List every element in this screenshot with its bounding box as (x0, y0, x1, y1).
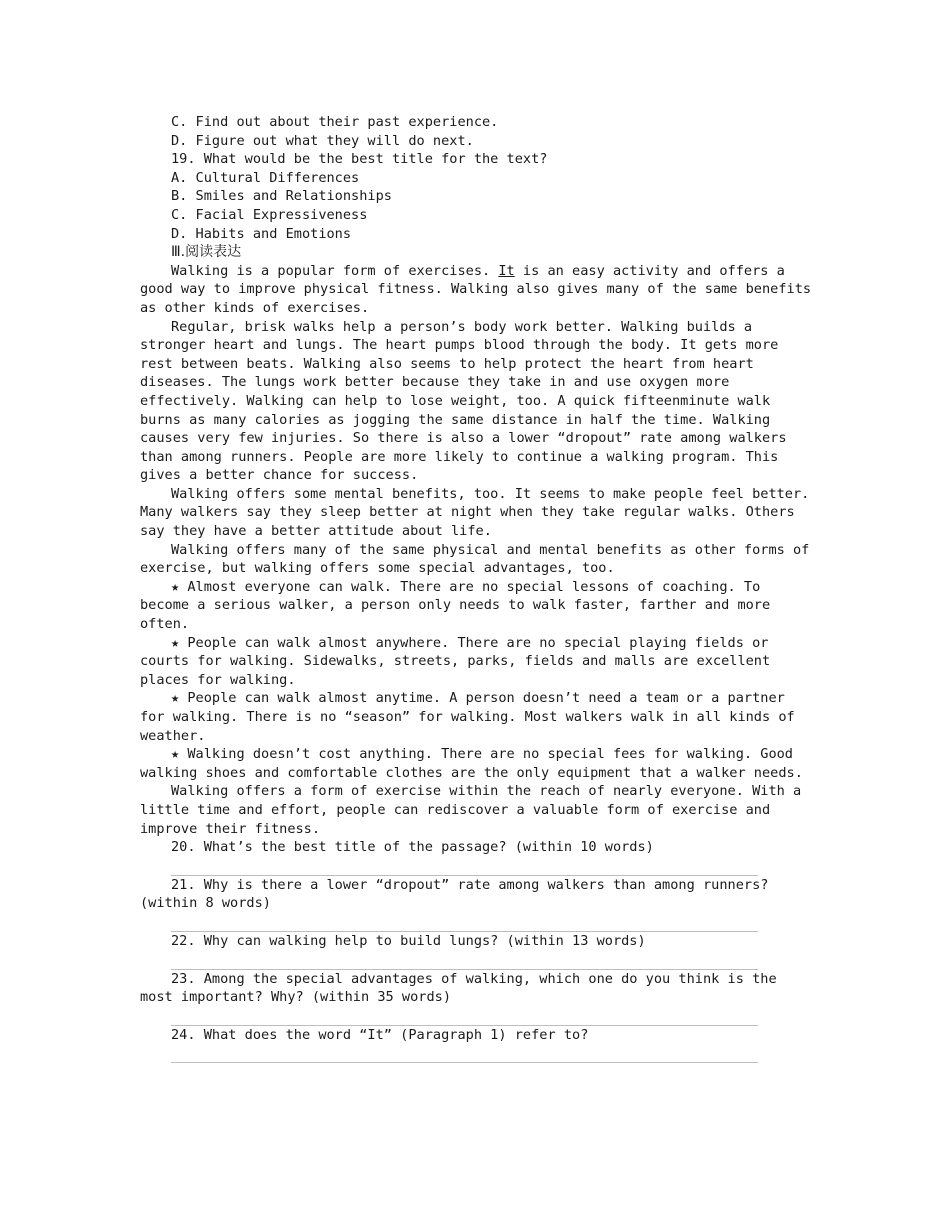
q19-option-d: D. Habits and Emotions (171, 225, 352, 242)
answer-line-22[interactable] (171, 951, 758, 970)
passage-paragraph-5: ★ Almost everyone can walk. There are no special lessons of coaching. To become a serious walker, a person only needs to walk faster, farther and more often. (140, 578, 771, 633)
question-21: 21. Why is there a lower “dropout” rate among walkers than among runners?(within 8 words) (140, 876, 769, 912)
passage-paragraph-1 (140, 262, 812, 318)
passage-paragraph-6: ★ People can walk almost anywhere. There are no special playing fields or courts for walking. Sidewalks, streets, parks, fields and malls are excellent places for walking. (140, 634, 771, 688)
section-title: Ⅲ.阅读表达 (171, 244, 242, 261)
passage-paragraph-3: Walking offers some mental benefits, too. It seems to make people feel better. Many walkers say they sleep better at night when they take regular walks. Others say they have a better attitude about life. (140, 485, 810, 540)
passage-paragraph-4: Walking offers many of the same physical and mental benefits as other forms of exercise, but walking offers some special advantages, too. (140, 541, 810, 577)
p1-text-after: is an easy activity and offers a good way to improve physical fitness. Walking also gives many of the same benefits as other kinds of exercises. (140, 262, 812, 316)
option-d-prev: D. Figure out what they will do next. (171, 132, 474, 149)
question-22: 22. Why can walking help to build lungs? (within 13 words) (171, 932, 646, 949)
p1-text-before: Walking is a popular form of exercises. (171, 262, 499, 279)
passage-paragraph-8: ★ Walking doesn’t cost anything. There are no special fees for walking. Good walking shoes and comfortable clothes are the only equipment that a walker needs. (140, 746, 803, 781)
underlined-word-it: It (498, 262, 515, 279)
question-20: 20. What’s the best title of the passage? (within 10 words) (171, 839, 654, 856)
q19-option-b: B. Smiles and Relationships (171, 188, 392, 205)
q19-option-a: A. Cultural Differences (171, 169, 360, 186)
answer-line-23[interactable] (171, 1007, 758, 1026)
q19-option-c: C. Facial Expressiveness (171, 206, 368, 223)
question-19-stem: 19. What would be the best title for the text? (171, 151, 548, 168)
answer-line-24[interactable] (171, 1044, 758, 1063)
question-23: 23. Among the special advantages of walking, which one do you think is the most important? Why? (within 35 words) (140, 970, 777, 1006)
answer-line-20[interactable] (171, 857, 758, 876)
answer-line-21[interactable] (171, 913, 758, 932)
passage-paragraph-9: Walking offers a form of exercise within the reach of nearly everyone. With a little time and effort, people can rediscover a valuable form of exercise and improve their fitness. (140, 783, 802, 837)
document-page (140, 113, 812, 1063)
question-24: 24. What does the word “It” (Paragraph 1) refer to? (171, 1026, 589, 1043)
passage-paragraph-7: ★ People can walk almost anytime. A person doesn’t need a team or a partner for walking. There is no “season” for walking. Most walkers walk in all kinds of weather. (140, 690, 795, 744)
passage-paragraph-2: Regular, brisk walks help a person’s body work better. Walking builds a stronger heart and lungs. The heart pumps blood through the body. It gets more rest between beats. Walking also seems to help protect the heart from heart diseases. The lungs work better because they take in and use oxygen more effectively. Walking can help to lose weight, too. A quick fifteenminute walk burns as many calories as jogging the same distance in half the time. Walking causes very few injuries. So there is also a lower “dropout” rate among walkers than among runners. People are more likely to continue a walking program. This gives a better chance for success. (140, 318, 787, 484)
option-c-prev: C. Find out about their past experience. (171, 114, 499, 130)
